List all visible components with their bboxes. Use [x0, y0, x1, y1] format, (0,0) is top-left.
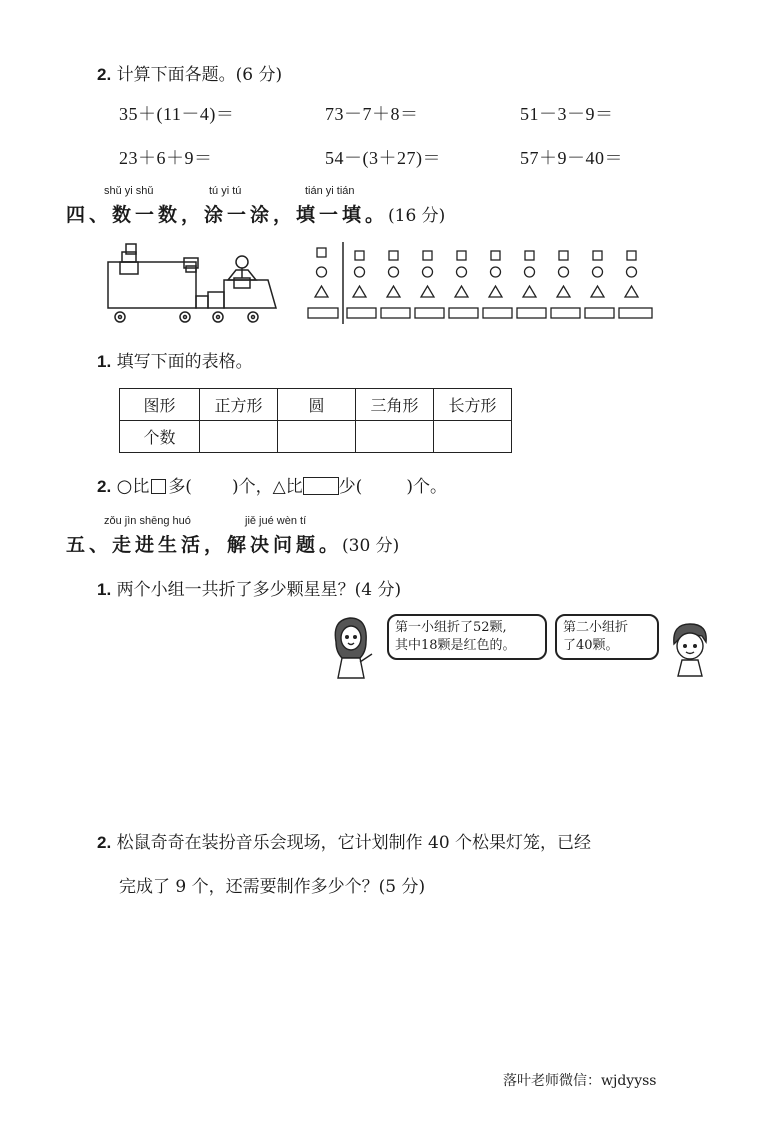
section4-score: (16 分) — [388, 206, 446, 226]
shape-count-table — [119, 388, 512, 453]
table-header-cell: 长方形 — [434, 389, 512, 421]
q2-text-part5: 少( — [338, 477, 363, 497]
section4-q1 — [97, 347, 253, 372]
section4-heading — [66, 200, 445, 227]
girl-illustration — [328, 612, 378, 680]
section4-q2 — [97, 472, 447, 497]
calc-expr-5: 54－(3＋27)＝ — [325, 148, 441, 168]
section5-q2-text-1: 松鼠奇奇在装扮音乐会现场，它计划制作 40 个松果灯笼，已经 — [116, 833, 592, 853]
section4-title: 四、数一数，涂一涂，填一填。 — [66, 204, 389, 226]
legend-triangle — [315, 286, 328, 297]
square-icon — [151, 479, 166, 494]
bubble2-line1: 第二小组折 — [563, 620, 629, 635]
legend-circle — [317, 267, 327, 277]
footer-contact: 落叶老师微信：wjdyyss — [503, 1073, 657, 1089]
table-row — [120, 389, 512, 421]
q2-text-part6: )个。 — [406, 477, 447, 497]
calc-score: (6 分) — [235, 65, 283, 85]
train-body-rectangle — [108, 262, 196, 308]
calc-expr-4: 23＋6＋9＝ — [119, 148, 213, 168]
q2-text-part2: 多( — [168, 477, 192, 497]
table-row — [120, 421, 512, 453]
table-header-cell: 图形 — [120, 389, 200, 421]
train-figure — [100, 238, 290, 328]
speech-bubble-group1 — [387, 614, 547, 660]
q2-text-part4: 比 — [285, 477, 303, 497]
bubble1-line2: 其中18颗是红色的。 — [395, 638, 516, 653]
legend-rectangle — [308, 308, 338, 318]
calc-expr-2: 73－7＋8＝ — [325, 104, 419, 124]
section5-score: (30 分) — [342, 536, 400, 556]
rectangle-icon — [303, 477, 339, 495]
q2-text-part1: 比 — [132, 477, 150, 497]
section5-q2-line1 — [97, 828, 591, 853]
answer-cell-circle[interactable] — [278, 421, 356, 453]
bubble1-line1: 第一小组折了52颗, — [395, 620, 507, 635]
coloring-col-9 — [619, 251, 652, 318]
coloring-col-5 — [483, 251, 512, 318]
section5-q2-line2: 完成了 9 个，还需要制作多少个？(5 分) — [119, 877, 426, 897]
train-square-7 — [208, 292, 224, 308]
legend-square — [317, 248, 326, 257]
train-square-3 — [120, 262, 138, 274]
answer-cell-rectangle[interactable] — [434, 421, 512, 453]
coloring-col-7 — [551, 251, 580, 318]
calc-expr-3: 51－3－9＝ — [520, 104, 614, 124]
bubble2-line2: 了40颗。 — [563, 638, 619, 653]
section4-pinyin-2: tú yi tú — [209, 185, 242, 197]
train-square-6 — [196, 296, 208, 308]
section5-pinyin-2: jiě jué wèn tí — [245, 515, 307, 527]
section5-heading — [66, 530, 399, 557]
calc-expr-6: 57＋9－40＝ — [520, 148, 623, 168]
train-square-5 — [186, 266, 196, 272]
calc-title: 计算下面各题。 — [116, 65, 236, 85]
table-header-cell: 三角形 — [356, 389, 434, 421]
section4-q1-number: 1. — [97, 352, 112, 371]
section4-pinyin-3: tián yi tián — [305, 185, 355, 197]
table-header-cell: 正方形 — [200, 389, 278, 421]
coloring-col-1 — [347, 251, 376, 318]
section5-q1-number: 1. — [97, 580, 112, 599]
section5-q1 — [97, 575, 401, 600]
section5-q1-text: 两个小组一共折了多少颗星星？(4 分) — [116, 580, 402, 600]
coloring-chart — [300, 242, 660, 324]
train-chimney-circle — [236, 256, 248, 268]
coloring-col-3 — [415, 251, 444, 318]
section5-q2-number: 2. — [97, 833, 112, 852]
boy-illustration — [668, 620, 714, 678]
calc-expr-1: 35＋(11－4)＝ — [119, 104, 235, 124]
section4-q2-number: 2. — [97, 477, 112, 496]
section4-q1-text: 填写下面的表格。 — [116, 352, 253, 372]
section5-title: 五、走进生活，解决问题。 — [66, 534, 343, 556]
coloring-col-6 — [517, 251, 546, 318]
calc-heading — [97, 60, 282, 85]
circle-icon: ○ — [116, 476, 133, 497]
calc-number: 2. — [97, 65, 112, 84]
table-row-label: 个数 — [120, 421, 200, 453]
table-header-cell: 圆 — [278, 389, 356, 421]
answer-cell-square[interactable] — [200, 421, 278, 453]
coloring-col-2 — [381, 251, 410, 318]
coloring-col-4 — [449, 251, 478, 318]
section5-pinyin-1: zǒu jìn shēng huó — [104, 515, 191, 527]
triangle-icon: △ — [272, 477, 286, 497]
section4-pinyin-1: shǔ yi shǔ — [104, 185, 154, 197]
answer-cell-triangle[interactable] — [356, 421, 434, 453]
q2-text-part3: )个， — [231, 477, 273, 497]
coloring-col-8 — [585, 251, 614, 318]
speech-bubble-group2 — [555, 614, 659, 660]
